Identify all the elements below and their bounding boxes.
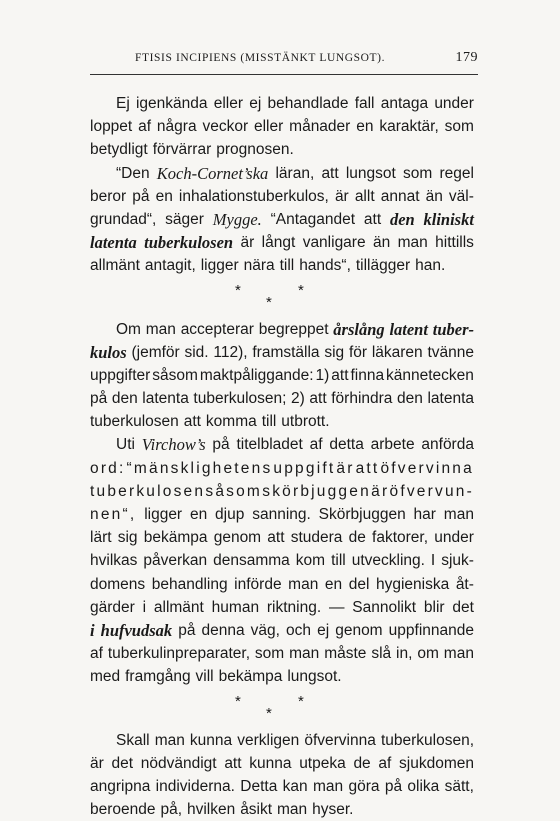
word: tuberkulosen xyxy=(90,413,179,431)
word: är xyxy=(336,459,355,477)
word: af xyxy=(309,436,323,454)
word: än xyxy=(425,187,443,205)
text-line xyxy=(90,596,474,619)
word: 1) xyxy=(315,366,330,384)
word: i xyxy=(90,620,95,640)
word: under xyxy=(434,95,474,112)
word: säger xyxy=(165,210,204,228)
word: densamma xyxy=(213,552,290,570)
word: allmänt xyxy=(153,598,204,616)
text-line xyxy=(90,665,474,688)
word: begreppet xyxy=(258,320,329,338)
word: det xyxy=(452,598,474,616)
word: karaktär, xyxy=(379,118,439,136)
word: prognosen. xyxy=(216,141,294,159)
word: eller xyxy=(253,118,284,136)
word: arbete xyxy=(370,436,415,454)
word: kulos xyxy=(90,342,127,362)
asterisk-ornament: * xyxy=(298,692,304,710)
text-line xyxy=(90,775,474,798)
word: några xyxy=(156,118,197,136)
word: att xyxy=(331,366,349,384)
word: hygieniska xyxy=(375,575,450,593)
word: hyser. xyxy=(312,801,354,819)
word: 112), xyxy=(213,343,248,361)
word: som xyxy=(254,645,285,663)
word: förvärrar xyxy=(152,141,212,159)
word: finna xyxy=(350,366,385,384)
word: sjukdomen xyxy=(399,754,474,772)
word: sjuk- xyxy=(441,552,474,570)
word: har xyxy=(413,506,436,523)
word: är xyxy=(240,234,255,252)
asterisk-ornament: * xyxy=(266,293,272,311)
word: tuberkulosen; xyxy=(193,390,287,408)
word: såsom xyxy=(205,482,263,500)
word: att xyxy=(224,754,242,772)
word: nödvändigt xyxy=(140,754,217,772)
word: är xyxy=(371,482,390,500)
word: hvilkas xyxy=(90,552,138,570)
word: på, xyxy=(160,801,183,819)
word: vill xyxy=(195,668,214,686)
word: sid. xyxy=(184,343,209,361)
word: latent xyxy=(389,319,428,339)
word: eller xyxy=(213,95,244,112)
word: lärt xyxy=(90,529,112,547)
word: riktning. xyxy=(266,598,322,616)
word: årslång xyxy=(333,319,385,339)
word: olika xyxy=(407,777,440,795)
word: latenta xyxy=(427,390,474,408)
word: kliniskt xyxy=(423,209,474,229)
word: Skörbjuggen xyxy=(318,506,406,523)
section-separator xyxy=(90,278,474,318)
word: man xyxy=(443,645,474,663)
word: (jemför xyxy=(131,343,180,361)
word: de xyxy=(353,754,371,772)
text-line xyxy=(90,752,474,775)
word: ord: xyxy=(90,459,126,477)
word: utpeka xyxy=(299,754,346,772)
word: ligger xyxy=(144,506,183,523)
word: den xyxy=(389,209,415,229)
word: del xyxy=(348,575,370,593)
text-line xyxy=(90,503,474,526)
word: verkligen xyxy=(237,731,300,749)
word: angripna xyxy=(90,777,151,795)
word: studera xyxy=(290,529,343,547)
word: I xyxy=(430,552,436,570)
text-line xyxy=(90,549,474,572)
word: långt xyxy=(261,234,296,252)
word: latenta xyxy=(142,390,189,408)
word: tillägger xyxy=(355,257,411,275)
word: kännetecken xyxy=(386,366,474,384)
word: att xyxy=(355,459,380,477)
text-line xyxy=(90,619,474,642)
word: titelbladet xyxy=(236,436,303,454)
word: sig xyxy=(117,529,138,547)
word: en xyxy=(356,118,374,136)
header-rule xyxy=(90,74,478,75)
word: betydligt xyxy=(90,141,148,159)
word: — xyxy=(328,598,345,616)
word: nära xyxy=(243,257,275,275)
word: såsom xyxy=(152,366,198,384)
word: en xyxy=(324,575,343,593)
asterisk-ornament: * xyxy=(266,704,272,722)
word: med xyxy=(90,668,121,686)
word: måste xyxy=(324,645,367,663)
text-line xyxy=(90,231,474,254)
word: Detta xyxy=(240,777,278,795)
word: genom xyxy=(335,621,383,639)
word: uppgift xyxy=(273,459,336,477)
word: accepterar xyxy=(180,320,254,338)
word: kunna xyxy=(249,754,292,772)
word: slå xyxy=(371,645,392,663)
word: blir xyxy=(423,598,445,616)
word: antaga xyxy=(380,95,429,112)
word: en xyxy=(189,506,208,523)
body-text xyxy=(90,92,474,821)
word: den xyxy=(397,390,423,408)
word: genom xyxy=(213,529,262,547)
word: läkaren xyxy=(371,343,423,361)
word: ligger xyxy=(200,257,239,275)
word: på xyxy=(212,436,230,454)
word: är xyxy=(334,187,349,205)
text-line xyxy=(90,729,474,752)
word: tuberkulinpreparater, xyxy=(107,645,251,663)
word: som xyxy=(403,164,433,182)
word: till xyxy=(261,413,277,431)
word: annat xyxy=(380,187,420,205)
word: lungsot. xyxy=(287,668,342,686)
word: af xyxy=(90,645,103,663)
text-line xyxy=(90,318,474,341)
word: för xyxy=(348,343,368,361)
word: hands“, xyxy=(299,257,351,275)
word: man xyxy=(443,506,474,523)
word: åt- xyxy=(455,575,474,593)
word: hittills xyxy=(435,234,474,252)
word: detta xyxy=(329,436,364,454)
word: uppfinnande xyxy=(388,621,474,639)
text-line xyxy=(90,138,474,161)
word: om xyxy=(417,645,439,663)
word: behandling xyxy=(151,575,228,593)
word: det xyxy=(111,754,134,772)
word: veckor xyxy=(202,118,249,136)
word: förhindra xyxy=(331,390,393,408)
word: framgång xyxy=(125,668,191,686)
word: tvänne xyxy=(427,343,474,361)
word: de xyxy=(348,529,366,547)
word: man xyxy=(312,777,344,795)
asterisk-ornament: * xyxy=(298,281,304,299)
word: man xyxy=(289,645,320,663)
word: sätt, xyxy=(444,777,474,795)
word: bekämpa xyxy=(143,529,208,547)
italic-name: Mygge. xyxy=(212,209,262,229)
word: bekämpa xyxy=(218,668,283,686)
word: att xyxy=(309,390,327,408)
word: månader xyxy=(289,118,351,136)
word: ej xyxy=(249,95,262,112)
word: man xyxy=(397,234,428,252)
word: maktpåliggande: xyxy=(199,366,314,384)
word: af xyxy=(138,118,152,136)
text-line xyxy=(90,162,474,185)
word: öfvervinna xyxy=(380,459,474,477)
word: att xyxy=(183,413,201,431)
word: tuberkulosen, xyxy=(380,731,474,749)
word: regel xyxy=(439,164,474,182)
word: till xyxy=(279,257,295,275)
word: och xyxy=(286,621,312,639)
word: komma xyxy=(205,413,257,431)
word: faktorer, xyxy=(372,529,429,547)
text-line xyxy=(90,387,474,410)
running-head-title: FTISIS INCIPIENS (MISSTÄNKT LUNGSOT). xyxy=(135,52,386,64)
word: öfvervun- xyxy=(389,482,474,500)
word: att xyxy=(321,164,339,182)
word: öfvervinna xyxy=(304,731,376,749)
word: sanning. xyxy=(252,506,311,523)
word: införde xyxy=(234,575,282,593)
word: på xyxy=(384,777,403,795)
word: till xyxy=(331,552,346,570)
word: utbrott. xyxy=(281,413,330,431)
word: “mänsklighetens xyxy=(126,459,273,477)
word: Skall xyxy=(116,731,150,749)
word: på xyxy=(132,187,150,205)
word: Uti xyxy=(116,436,135,454)
word: loppet xyxy=(90,118,133,136)
word: kom xyxy=(295,552,326,570)
word: antagit, xyxy=(144,257,196,275)
word: som xyxy=(444,118,474,136)
word: vanligare xyxy=(302,234,366,252)
word: än xyxy=(372,234,391,252)
page-number: 179 xyxy=(455,50,478,65)
word: åsikt xyxy=(240,801,273,819)
word: latenta xyxy=(90,233,137,253)
text-line xyxy=(90,364,474,387)
word: denna xyxy=(201,621,245,639)
word: “Den xyxy=(116,164,150,182)
word: djup xyxy=(215,506,245,523)
word: beroende xyxy=(90,801,156,819)
word: kan xyxy=(282,777,308,795)
text-line xyxy=(90,185,474,208)
word: tuberkulosen xyxy=(144,233,234,253)
word: nen“, xyxy=(90,506,137,523)
word: tuber- xyxy=(432,319,474,339)
text-line xyxy=(90,208,474,231)
word: domens xyxy=(90,575,146,593)
word: väl- xyxy=(448,187,474,205)
text-line xyxy=(90,457,474,480)
word: allmänt xyxy=(90,257,140,275)
word: beror xyxy=(90,187,127,205)
asterisk-ornament: * xyxy=(235,692,241,710)
text-line xyxy=(90,410,474,433)
section-separator xyxy=(90,689,474,729)
word: igenkända xyxy=(135,95,208,112)
word: ej xyxy=(317,621,330,639)
word: hufvudsak xyxy=(100,620,173,640)
text-line xyxy=(90,341,474,364)
word: på xyxy=(178,621,196,639)
word: man xyxy=(288,575,319,593)
word: man xyxy=(277,801,308,819)
word: individerna. xyxy=(155,777,235,795)
word: grundad“, xyxy=(90,210,157,228)
asterisk-ornament: * xyxy=(235,281,241,299)
word: i xyxy=(142,598,147,616)
word: tuberkulosen xyxy=(90,482,206,500)
word: Om xyxy=(116,320,141,338)
word: Sannolikt xyxy=(352,598,417,616)
word: väg, xyxy=(250,621,280,639)
word: framställa xyxy=(252,343,320,361)
word: allt xyxy=(354,187,375,205)
word: inhalationstuberkulos, xyxy=(178,187,329,205)
word: att xyxy=(267,529,285,547)
italic-name: Virchow’s xyxy=(141,435,206,455)
word: in, xyxy=(396,645,413,663)
text-line xyxy=(90,115,474,138)
word: på xyxy=(90,390,108,408)
italic-name: Koch-Cornet’ska xyxy=(156,163,269,183)
word: behandlade xyxy=(267,95,349,112)
word: man xyxy=(154,731,185,749)
text-line xyxy=(90,254,474,277)
text-line xyxy=(90,92,474,115)
word: anförda xyxy=(421,436,474,454)
text-line xyxy=(90,480,474,503)
word: den xyxy=(111,390,138,408)
word: en xyxy=(155,187,173,205)
word: kunna xyxy=(189,731,233,749)
word: sig xyxy=(324,343,345,361)
word: skörbjuggen xyxy=(262,482,371,500)
text-line xyxy=(90,526,474,549)
word: påverkan xyxy=(143,552,208,570)
word: hvilken xyxy=(186,801,236,819)
text-line xyxy=(90,573,474,596)
word: “Antagandet xyxy=(270,210,356,228)
word: lungsot xyxy=(345,164,396,182)
text-line xyxy=(90,642,474,665)
word: utveckling. xyxy=(351,552,425,570)
word: uppgifter xyxy=(90,366,151,384)
word: är xyxy=(90,754,104,772)
word: af xyxy=(378,754,392,772)
word: under xyxy=(434,529,474,547)
word: göra xyxy=(348,777,380,795)
word: läran, xyxy=(275,164,315,182)
word: gärder xyxy=(90,598,135,616)
word: 2) xyxy=(291,390,305,408)
word: human xyxy=(211,598,260,616)
word: fall xyxy=(354,95,375,112)
word: att xyxy=(363,210,382,228)
word: man xyxy=(145,320,176,338)
text-line xyxy=(90,433,474,456)
word: han. xyxy=(415,257,446,275)
word: Ej xyxy=(116,95,130,112)
